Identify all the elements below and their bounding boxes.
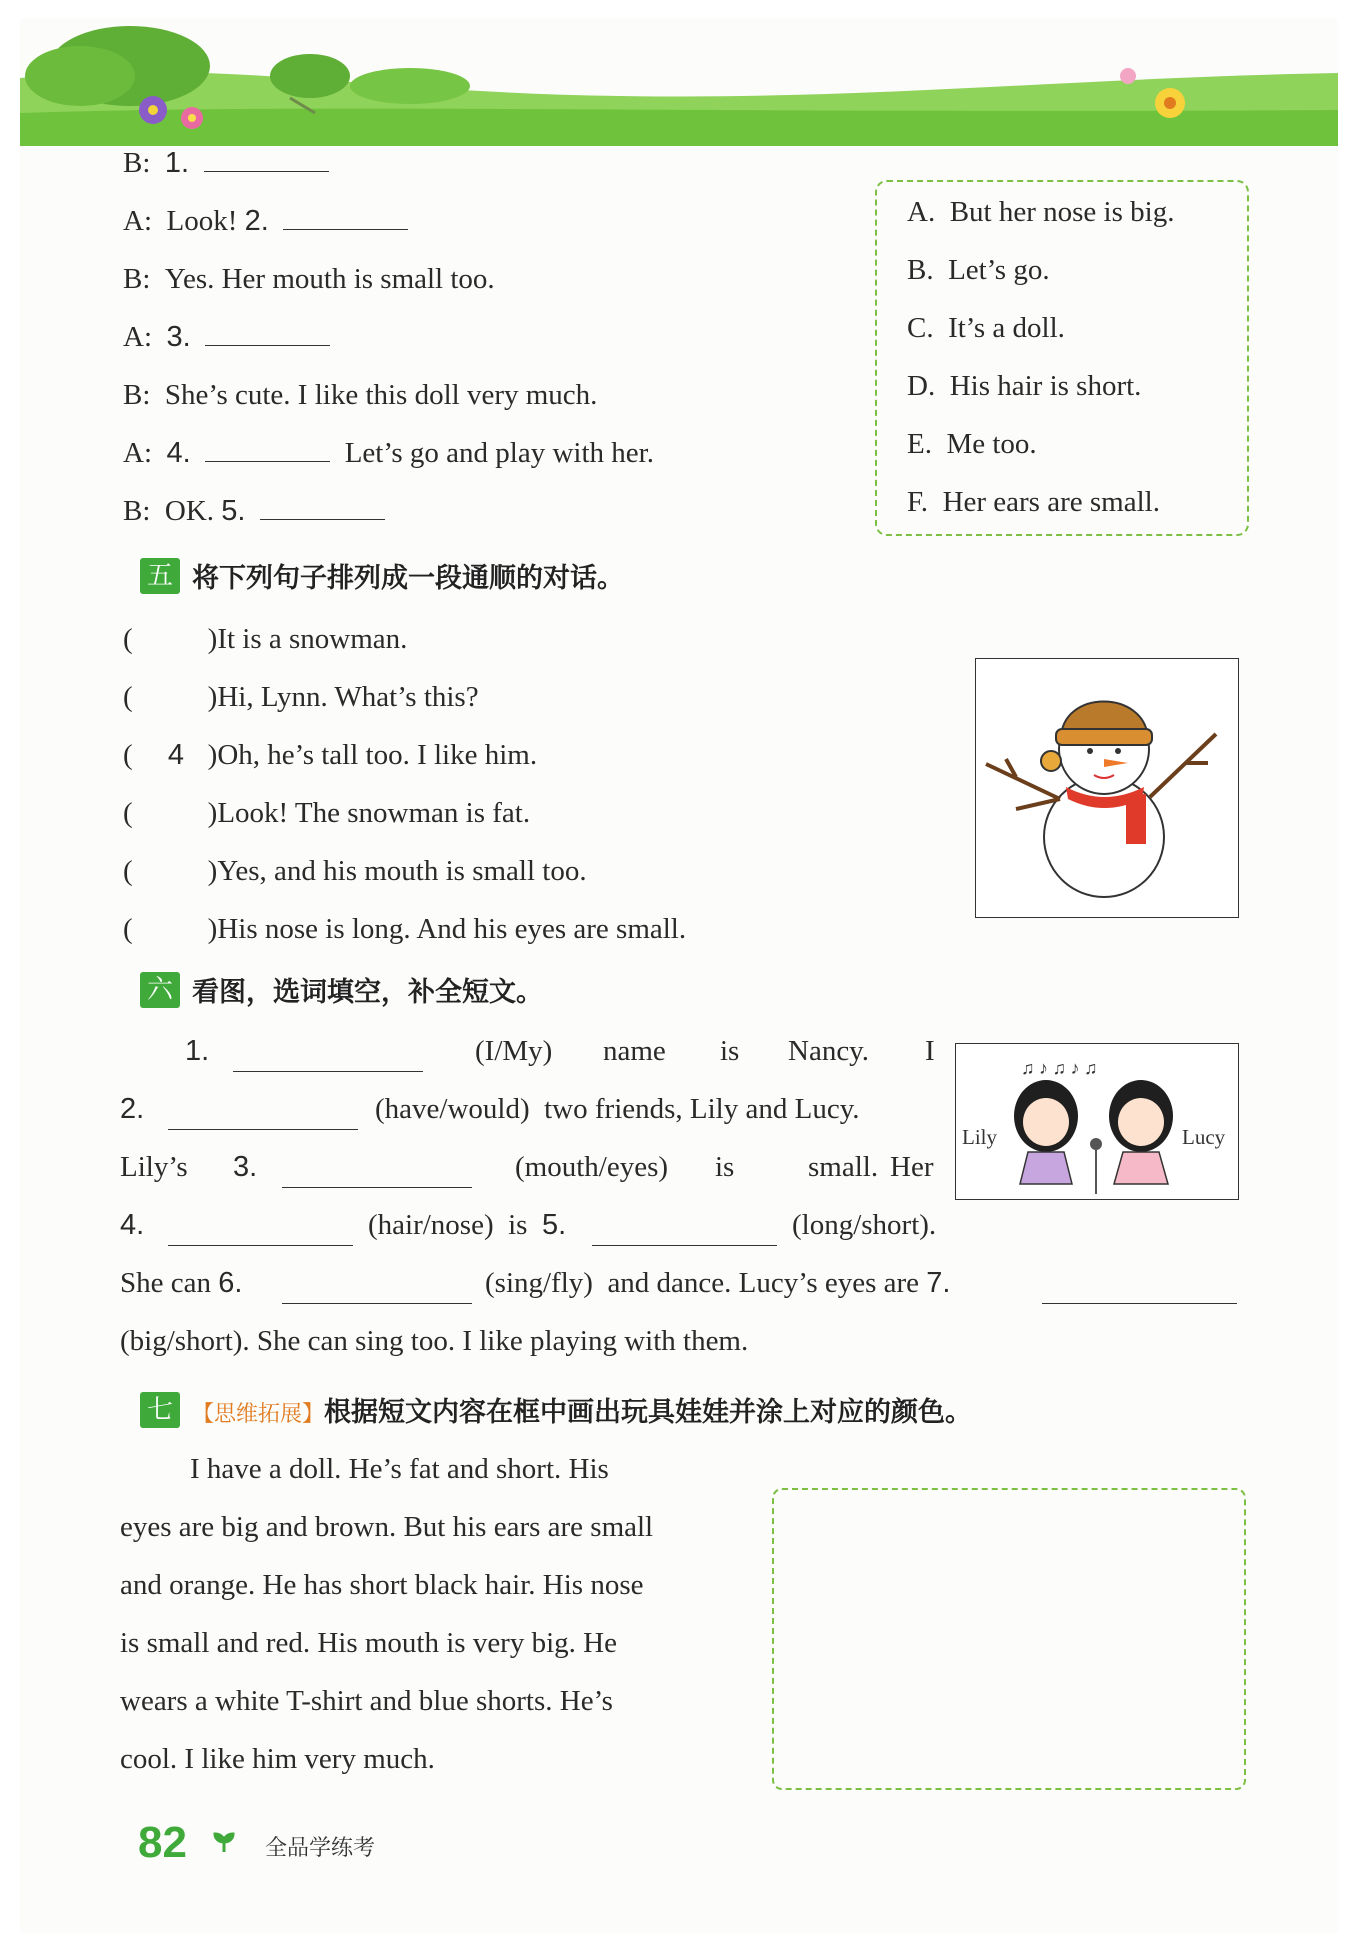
singing-girls-illustration xyxy=(956,1044,1238,1199)
passage-line-1: 1. xyxy=(185,1035,210,1067)
word: I xyxy=(925,1035,935,1067)
story-line: eyes are big and brown. But his ears are small xyxy=(120,1511,654,1543)
section-5-heading: 五 将下列句子排列成一段通顺的对话。 xyxy=(140,556,624,596)
story-line: and orange. He has short black hair. His nose xyxy=(120,1569,644,1601)
snowman-picture xyxy=(975,658,1239,918)
page-number: 82 xyxy=(138,1818,187,1867)
answer-blank-1[interactable] xyxy=(233,1043,423,1072)
choice-3: (mouth/eyes) xyxy=(515,1151,669,1183)
ordering-item: ( )His nose is long. And his eyes are small. xyxy=(123,913,687,945)
dialogue-line-7: B: OK. 5. xyxy=(123,491,385,531)
dialogue-line-4: A: 3. xyxy=(123,317,330,357)
dialogue-line-6: A: 4. Let’s go and play with her. xyxy=(123,433,654,473)
section-6-heading: 六 看图，选词填空，补全短文。 xyxy=(140,970,543,1010)
ordering-item: ( 4 )Oh, he’s tall too. I like him. xyxy=(123,735,537,775)
passage-line-2b: (have/would) two friends, Lily and Lucy. xyxy=(375,1093,860,1125)
ordering-item: ( )It is a snowman. xyxy=(123,623,408,655)
ordering-item: ( )Yes, and his mouth is small too. xyxy=(123,855,587,887)
option-b: B. Let’s go. xyxy=(907,254,1050,286)
snowman-illustration xyxy=(976,659,1238,917)
girls-picture xyxy=(955,1043,1239,1200)
answer-blank[interactable] xyxy=(204,143,329,172)
option-f: F. Her ears are small. xyxy=(907,486,1160,518)
word: small. xyxy=(808,1151,879,1183)
word: name xyxy=(603,1035,666,1067)
answer-blank-6[interactable] xyxy=(282,1275,472,1304)
grass-banner xyxy=(20,18,1338,146)
word: is xyxy=(715,1151,735,1183)
brand-name: 全品学练考 xyxy=(265,1836,376,1861)
order-answer[interactable]: 4 xyxy=(167,739,185,771)
passage-line-6b: (sing/fly) and dance. Lucy’s eyes are 7. xyxy=(485,1267,951,1299)
word: Lily’s xyxy=(120,1151,188,1183)
story-line: I have a doll. He’s fat and short. His xyxy=(190,1453,609,1485)
dialogue-line-1: B: 1. xyxy=(123,143,329,183)
word: Her xyxy=(890,1151,934,1183)
option-c: C. It’s a doll. xyxy=(907,312,1065,344)
ordering-item: ( )Look! The snowman is fat. xyxy=(123,797,531,829)
drawing-area[interactable] xyxy=(772,1488,1246,1790)
lily-label: Lily xyxy=(962,1125,997,1149)
dialogue-line-5: B: She’s cute. I like this doll very much. xyxy=(123,379,598,411)
story-line: is small and red. His mouth is very big. He xyxy=(120,1627,617,1659)
choice-5: (long/short). xyxy=(792,1209,937,1241)
word: Nancy. xyxy=(788,1035,870,1067)
sprout-icon xyxy=(212,1830,236,1854)
dialogue-line-3: B: Yes. Her mouth is small too. xyxy=(123,263,495,295)
section-badge: 七 xyxy=(140,1392,180,1428)
option-d: D. His hair is short. xyxy=(907,370,1142,402)
answer-blank-4[interactable] xyxy=(168,1217,353,1246)
answer-blank[interactable] xyxy=(205,433,330,462)
passage-line-6: She can 6. xyxy=(120,1267,243,1299)
ordering-item: ( )Hi, Lynn. What’s this? xyxy=(123,681,479,713)
word: is xyxy=(720,1035,740,1067)
passage-line-8: (big/short). She can sing too. I like playing with them. xyxy=(120,1325,749,1357)
lucy-label: Lucy xyxy=(1182,1125,1226,1149)
answer-blank[interactable] xyxy=(283,201,408,230)
section-badge: 五 xyxy=(140,558,180,594)
section-badge: 六 xyxy=(140,972,180,1008)
workbook-page xyxy=(20,18,1338,1933)
answer-blank-7[interactable] xyxy=(1042,1275,1237,1304)
passage-line-2: 2. xyxy=(120,1093,145,1125)
option-e: E. Me too. xyxy=(907,428,1037,460)
answer-blank-3[interactable] xyxy=(282,1159,472,1188)
choice-1: (I/My) xyxy=(475,1035,553,1067)
section-7-heading: 七 【思维拓展】根据短文内容在框中画出玩具娃娃并涂上对应的颜色。 xyxy=(140,1390,972,1430)
svg-text:♫ ♪ ♫ ♪ ♫: ♫ ♪ ♫ ♪ ♫ xyxy=(1021,1058,1098,1078)
passage-line-4b: (hair/nose) is 5. xyxy=(368,1209,567,1241)
answer-blank[interactable] xyxy=(260,491,385,520)
answer-blank-2[interactable] xyxy=(168,1101,358,1130)
dialogue-line-2: A: Look! 2. xyxy=(123,201,408,241)
passage-num-3: 3. xyxy=(233,1151,258,1183)
answer-blank-5[interactable] xyxy=(592,1217,777,1246)
passage-num-4: 4. xyxy=(120,1209,145,1241)
story-line: wears a white T-shirt and blue shorts. He’s xyxy=(120,1685,613,1717)
answer-blank[interactable] xyxy=(205,317,330,346)
option-a: A. But her nose is big. xyxy=(907,196,1175,228)
options-box xyxy=(875,180,1249,536)
story-line: cool. I like him very much. xyxy=(120,1743,435,1775)
